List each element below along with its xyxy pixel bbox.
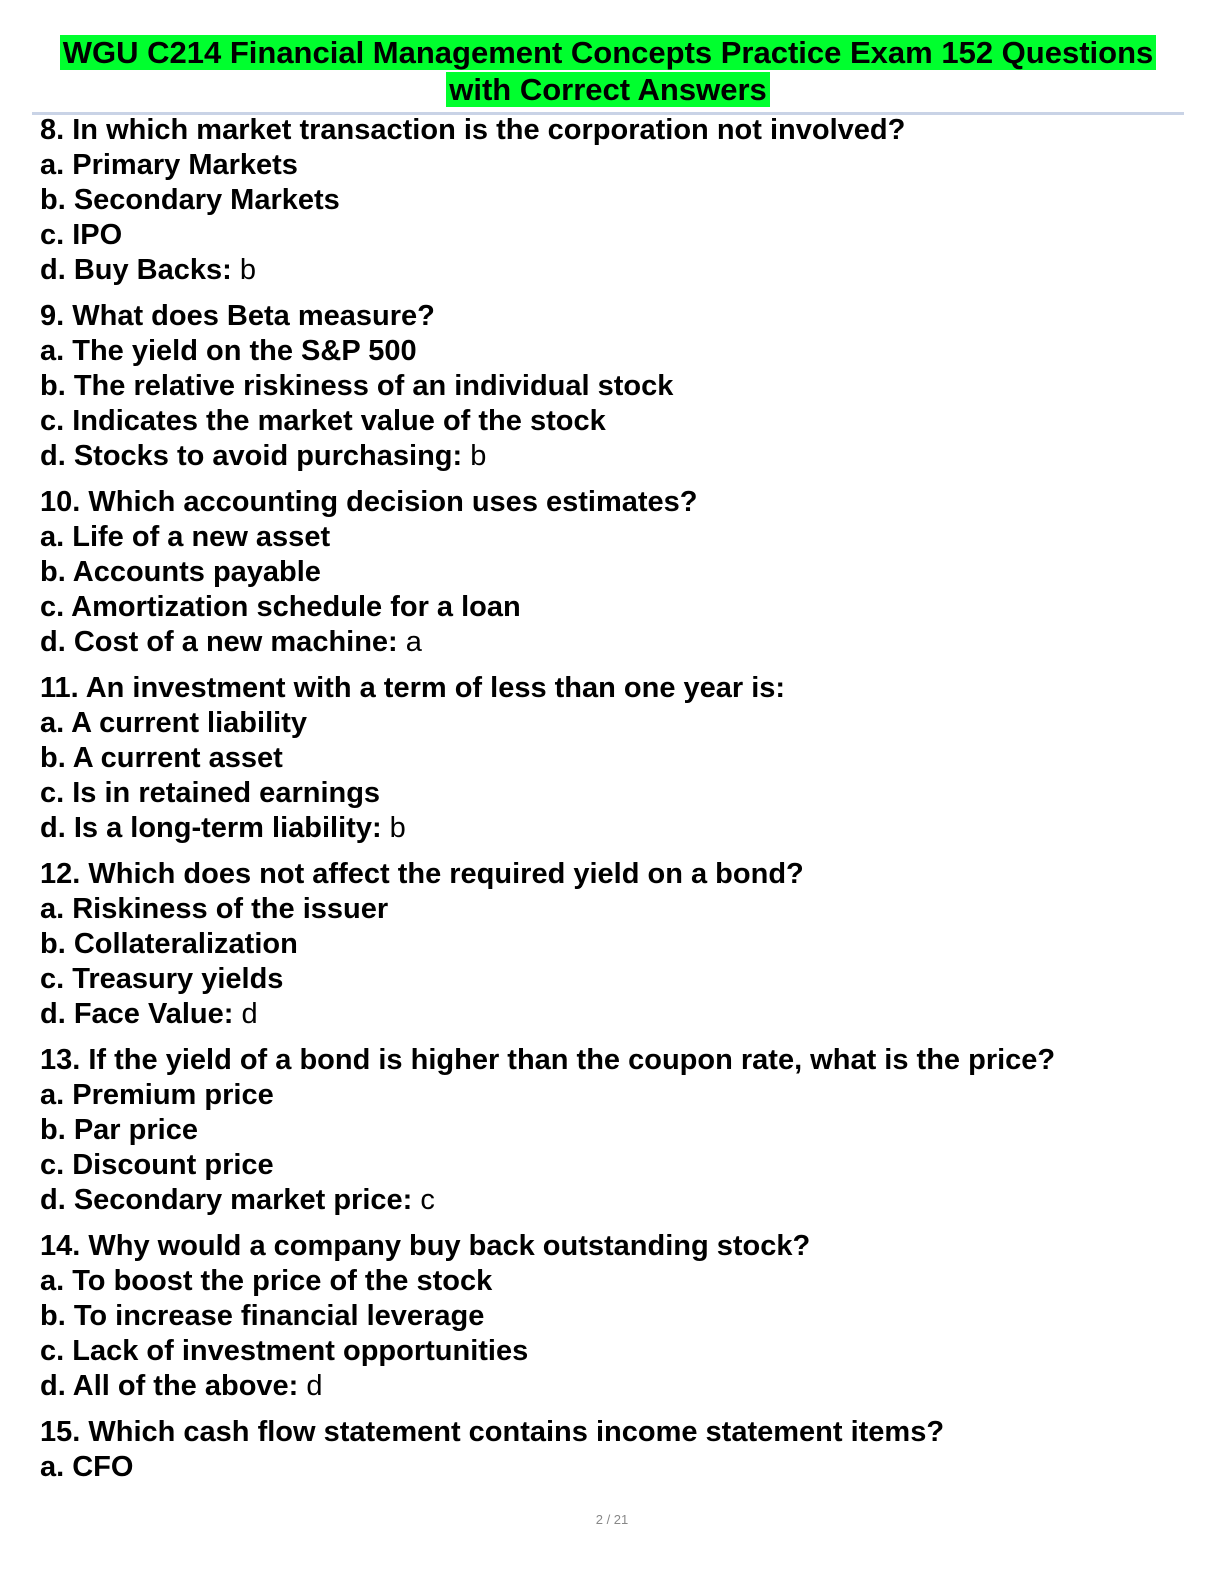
question-list	[40, 113, 1190, 1496]
answer-option: a. CFO	[40, 1451, 134, 1483]
answer-option: a. The yield on the S&P 500	[40, 335, 417, 367]
question-text: 10. Which accounting decision uses estimates?	[40, 486, 698, 518]
answer-option: b. To increase financial leverage	[40, 1300, 485, 1332]
answer-option: a. Premium price	[40, 1079, 274, 1111]
answer-option-final	[40, 1183, 1190, 1218]
page-number: 2 / 21	[595, 1512, 629, 1527]
answer-option: b. Accounts payable	[40, 556, 321, 588]
answer-option: c. Lack of investment opportunities	[40, 1335, 529, 1367]
answer-option-label: d. All of the above:	[40, 1370, 299, 1402]
answer-option-label: d. Cost of a new machine:	[40, 626, 398, 658]
answer-option-final	[40, 811, 1190, 846]
answer-option: c. Treasury yields	[40, 963, 284, 995]
answer-option: c. IPO	[40, 219, 123, 251]
question-item	[40, 1415, 1190, 1485]
question-text: 9. What does Beta measure?	[40, 300, 435, 332]
correct-answer: b	[239, 254, 256, 286]
question-item	[40, 299, 1190, 474]
question-item	[40, 1043, 1190, 1218]
question-text: 14. Why would a company buy back outstanding stock?	[40, 1230, 811, 1262]
question-text: 8. In which market transaction is the corporation not involved?	[40, 114, 906, 146]
answer-option-label: d. Face Value:	[40, 998, 234, 1030]
correct-answer: b	[389, 812, 406, 844]
answer-option-final	[40, 1369, 1190, 1404]
correct-answer: a	[405, 626, 422, 658]
answer-option-final	[40, 625, 1190, 660]
answer-option: b. The relative riskiness of an individual stock	[40, 370, 674, 402]
answer-option: c. Is in retained earnings	[40, 777, 381, 809]
question-text: 11. An investment with a term of less than one year is:	[40, 672, 786, 704]
answer-option-label: d. Secondary market price:	[40, 1184, 413, 1216]
answer-option: a. Life of a new asset	[40, 521, 331, 553]
correct-answer: c	[420, 1184, 435, 1216]
correct-answer: d	[306, 1370, 323, 1402]
answer-option: b. Collateralization	[40, 928, 298, 960]
answer-option: a. A current liability	[40, 707, 307, 739]
answer-option-label: d. Is a long-term liability:	[40, 812, 382, 844]
question-item	[40, 113, 1190, 288]
answer-option: b. Par price	[40, 1114, 198, 1146]
answer-option: b. A current asset	[40, 742, 283, 774]
question-item	[40, 1229, 1190, 1404]
correct-answer: b	[470, 440, 487, 472]
answer-option: c. Indicates the market value of the stock	[40, 405, 606, 437]
question-item	[40, 485, 1190, 660]
document-header	[32, 34, 1184, 108]
answer-option-label: d. Buy Backs:	[40, 254, 232, 286]
answer-option-label: d. Stocks to avoid purchasing:	[40, 440, 463, 472]
question-text: 13. If the yield of a bond is higher than the coupon rate, what is the price?	[40, 1044, 1056, 1076]
question-item	[40, 671, 1190, 846]
answer-option: a. To boost the price of the stock	[40, 1265, 493, 1297]
document-title: WGU C214 Financial Management Concepts Practice Exam 152 Questions with Correct Answers	[60, 35, 1157, 107]
answer-option-final	[40, 997, 1190, 1032]
question-text: 12. Which does not affect the required yield on a bond?	[40, 858, 804, 890]
answer-option-final	[40, 253, 1190, 288]
answer-option: c. Amortization schedule for a loan	[40, 591, 521, 623]
answer-option: b. Secondary Markets	[40, 184, 340, 216]
question-text: 15. Which cash flow statement contains income statement items?	[40, 1416, 945, 1448]
answer-option: a. Primary Markets	[40, 149, 298, 181]
answer-option: a. Riskiness of the issuer	[40, 893, 389, 925]
correct-answer: d	[241, 998, 258, 1030]
answer-option: c. Discount price	[40, 1149, 274, 1181]
answer-option-final	[40, 439, 1190, 474]
question-item	[40, 857, 1190, 1032]
